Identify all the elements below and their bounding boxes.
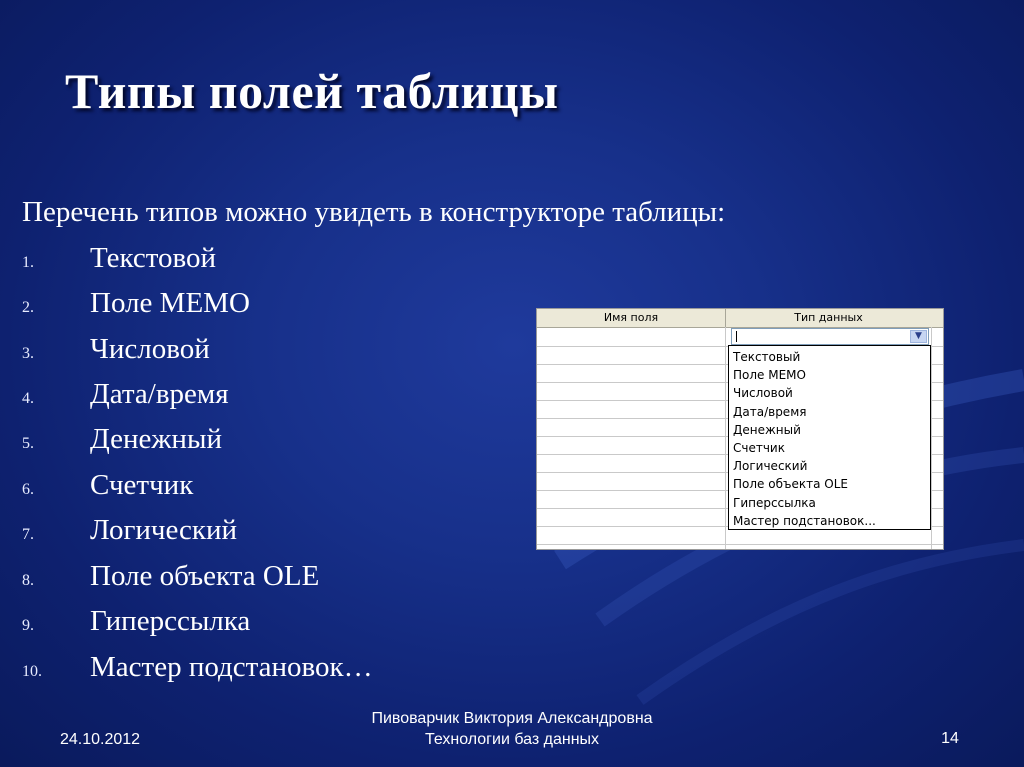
list-number: 5. <box>22 435 34 452</box>
footer-course: Технологии баз данных <box>424 731 600 748</box>
list-label: Текстовой <box>90 242 217 274</box>
data-type-column-header: Тип данных <box>794 311 863 324</box>
column-divider <box>725 327 726 549</box>
list-label: Числовой <box>90 333 210 365</box>
data-type-combobox[interactable] <box>731 328 929 345</box>
row-divider <box>537 544 943 545</box>
page-number: 14 <box>941 730 959 747</box>
list-number: 4. <box>22 390 34 407</box>
dropdown-option[interactable]: Денежный <box>733 422 801 437</box>
list-label: Денежный <box>90 423 222 455</box>
chevron-down-icon[interactable]: ▼ <box>910 330 927 343</box>
footer-date: 24.10.2012 <box>60 731 141 748</box>
dropdown-option[interactable]: Дата/время <box>733 404 807 419</box>
dropdown-option[interactable]: Гиперссылка <box>733 495 816 510</box>
list-number: 6. <box>22 481 34 498</box>
designer-header <box>537 309 943 328</box>
dropdown-option[interactable]: Счетчик <box>733 440 785 455</box>
list-number: 10. <box>22 663 42 680</box>
list-label: Гиперссылка <box>90 605 251 637</box>
field-name-column-header: Имя поля <box>537 309 726 327</box>
dropdown-option[interactable]: Мастер подстановок... <box>733 513 876 528</box>
list-number: 3. <box>22 345 34 362</box>
slide-title: Типы полей таблицы <box>65 63 559 119</box>
list-label: Дата/время <box>90 378 229 410</box>
list-label: Счетчик <box>90 469 194 501</box>
list-number: 8. <box>22 572 34 589</box>
list-number: 1. <box>22 254 34 271</box>
list-label: Логический <box>90 514 238 546</box>
list-number: 7. <box>22 526 34 543</box>
intro-text: Перечень типов можно увидеть в конструкторе таблицы: <box>22 196 726 228</box>
dropdown-option[interactable]: Текстовый <box>733 350 801 364</box>
data-type-dropdown-list <box>728 345 931 530</box>
dropdown-option[interactable]: Логический <box>733 459 808 474</box>
column-divider <box>931 327 932 549</box>
list-label: Мастер подстановок… <box>90 651 373 683</box>
list-number: 9. <box>22 617 34 634</box>
dropdown-option[interactable]: Числовой <box>733 386 793 401</box>
list-label: Поле объекта OLE <box>90 560 320 592</box>
list-number: 2. <box>22 299 34 316</box>
text-cursor <box>736 331 737 342</box>
footer-info <box>312 708 712 750</box>
dropdown-option[interactable]: Поле МЕМО <box>733 368 806 383</box>
footer-author: Пивоварчик Виктория Александровна <box>371 710 653 727</box>
list-label: Поле МЕМО <box>90 287 250 319</box>
dropdown-option[interactable]: Поле объекта OLE <box>733 477 848 492</box>
table-designer-screenshot <box>536 308 944 550</box>
